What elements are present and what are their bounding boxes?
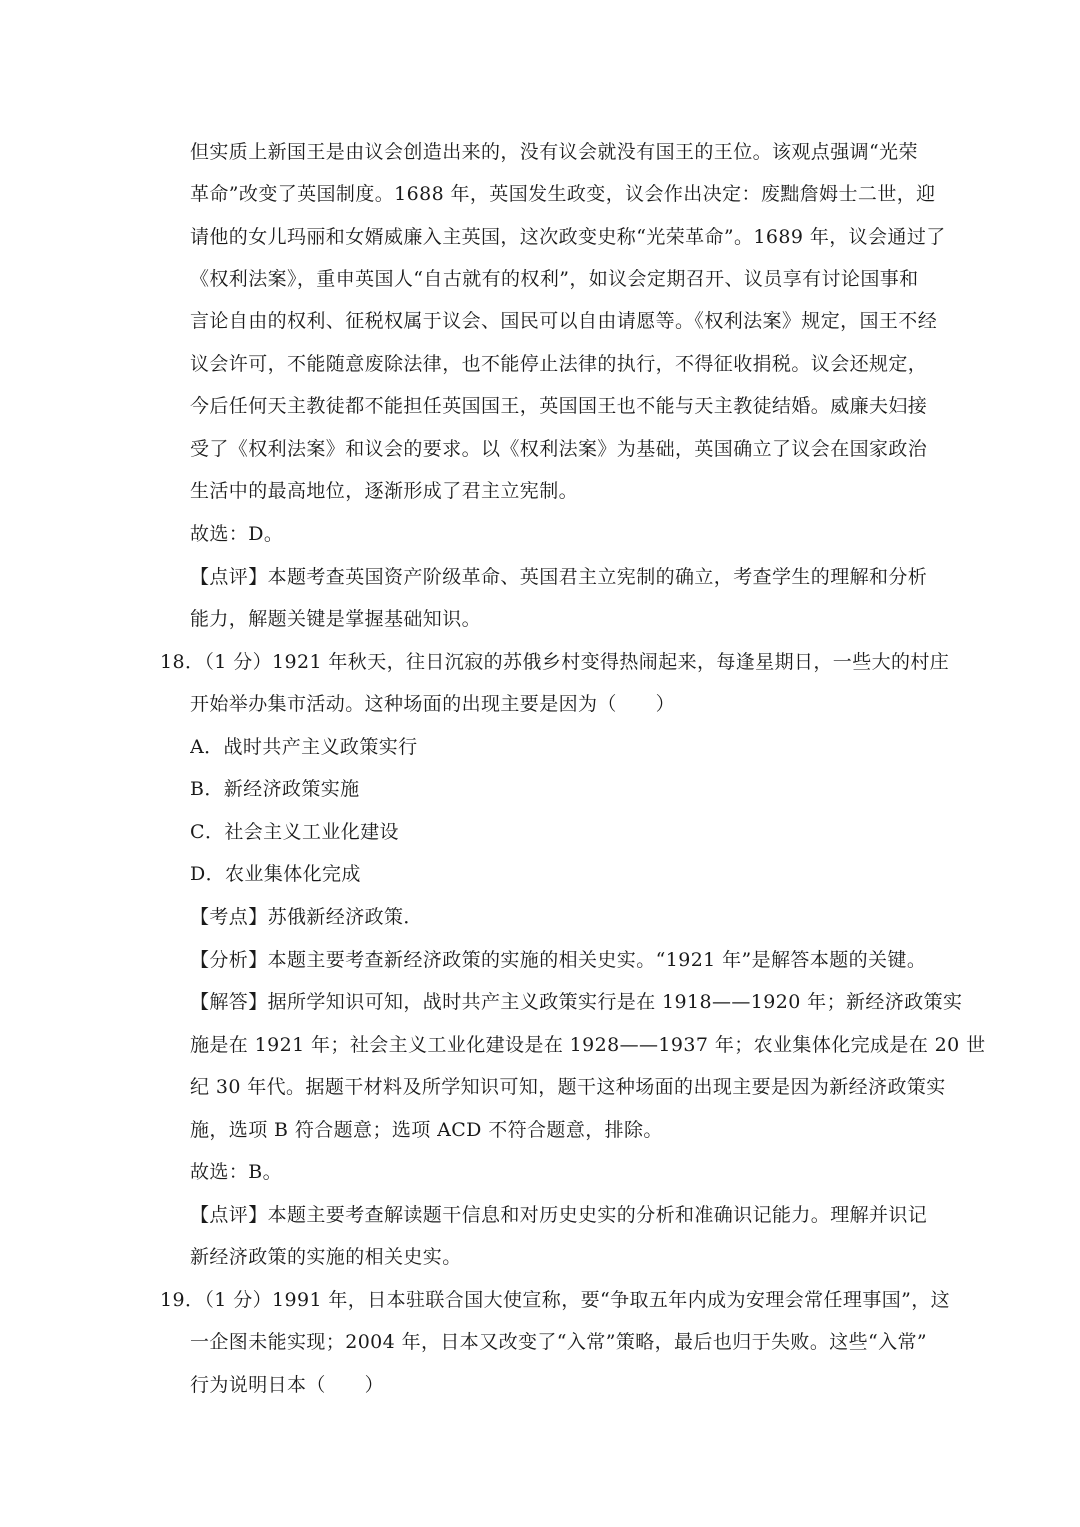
comment-line: 【点评】本题考查英国资产阶级革命、英国君主立宪制的确立，考查学生的理解和分析 bbox=[190, 566, 928, 588]
solution-line: 【解答】据所学知识可知，战时共产主义政策实行是在 1918——1920 年；新经济政策实 bbox=[190, 991, 963, 1013]
option-c: C．社会主义工业化建设 bbox=[190, 821, 399, 843]
text-line: 革命”改变了英国制度。1688 年，英国发生政变，议会作出决定：废黜詹姆士二世，迎 bbox=[190, 183, 936, 205]
key-point-line: 【考点】苏俄新经济政策． bbox=[190, 906, 423, 928]
text-line: 请他的女儿玛丽和女婿威廉入主英国，这次政变史称“光荣革命”。1689 年，议会通过了 bbox=[190, 226, 946, 248]
question-19-continued: 行为说明日本（ ） bbox=[190, 1374, 385, 1396]
option-a: A．战时共产主义政策实行 bbox=[190, 736, 418, 758]
text-line: 言论自由的权利、征税权属于议会、国民可以自由请愿等。《权利法案》规定，国王不经 bbox=[190, 310, 938, 332]
comment-line: 【点评】本题主要考查解读题干信息和对历史史实的分析和准确识记能力。理解并识记 bbox=[190, 1204, 928, 1226]
option-b: B．新经济政策实施 bbox=[190, 778, 360, 800]
text-line: 生活中的最高地位，逐渐形成了君主立宪制。 bbox=[190, 480, 579, 502]
solution-line: 纪 30 年代。据题干材料及所学知识可知，题干这种场面的出现主要是因为新经济政策实 bbox=[190, 1076, 946, 1098]
question-18-continued: 开始举办集市活动。这种场面的出现主要是因为（ ） bbox=[190, 693, 676, 715]
text-line: 受了《权利法案》和议会的要求。以《权利法案》为基础，英国确立了议会在国家政治 bbox=[190, 438, 928, 460]
text-line: 议会许可，不能随意废除法律，也不能停止法律的执行，不得征收捐税。议会还规定， bbox=[190, 353, 928, 375]
solution-line: 施，选项 B 符合题意；选项 ACD 不符合题意，排除。 bbox=[190, 1119, 663, 1141]
text-line: 《权利法案》，重申英国人“自古就有的权利”，如议会定期召开、议员享有讨论国事和 bbox=[190, 268, 919, 290]
question-19-continued: 一企图未能实现；2004 年，日本又改变了“入常”策略，最后也归于失败。这些“入常” bbox=[190, 1331, 928, 1353]
comment-line: 能力，解题关键是掌握基础知识。 bbox=[190, 608, 482, 630]
option-d: D．农业集体化完成 bbox=[190, 863, 361, 885]
question-18: 18．（1 分）1921 年秋天，往日沉寂的苏俄乡村变得热闹起来，每逢星期日，一些大的村庄 bbox=[160, 651, 950, 673]
question-19: 19．（1 分）1991 年，日本驻联合国大使宣称，要“争取五年内成为安理会常任理事国”，这 bbox=[160, 1289, 951, 1311]
comment-line: 新经济政策的实施的相关史实。 bbox=[190, 1246, 462, 1268]
answer-line: 故选：D。 bbox=[190, 523, 284, 545]
answer-line: 故选：B。 bbox=[190, 1161, 282, 1183]
text-line: 但实质上新国王是由议会创造出来的，没有议会就没有国王的王位。该观点强调“光荣 bbox=[190, 141, 918, 163]
text-line: 今后任何天主教徒都不能担任英国国王，英国国王也不能与天主教徒结婚。威廉夫妇接 bbox=[190, 395, 928, 417]
solution-line: 施是在 1921 年；社会主义工业化建设是在 1928——1937 年；农业集体化完成是在 20 世 bbox=[190, 1034, 986, 1056]
analysis-line: 【分析】本题主要考查新经济政策的实施的相关史实。“1921 年”是解答本题的关键。 bbox=[190, 949, 927, 971]
